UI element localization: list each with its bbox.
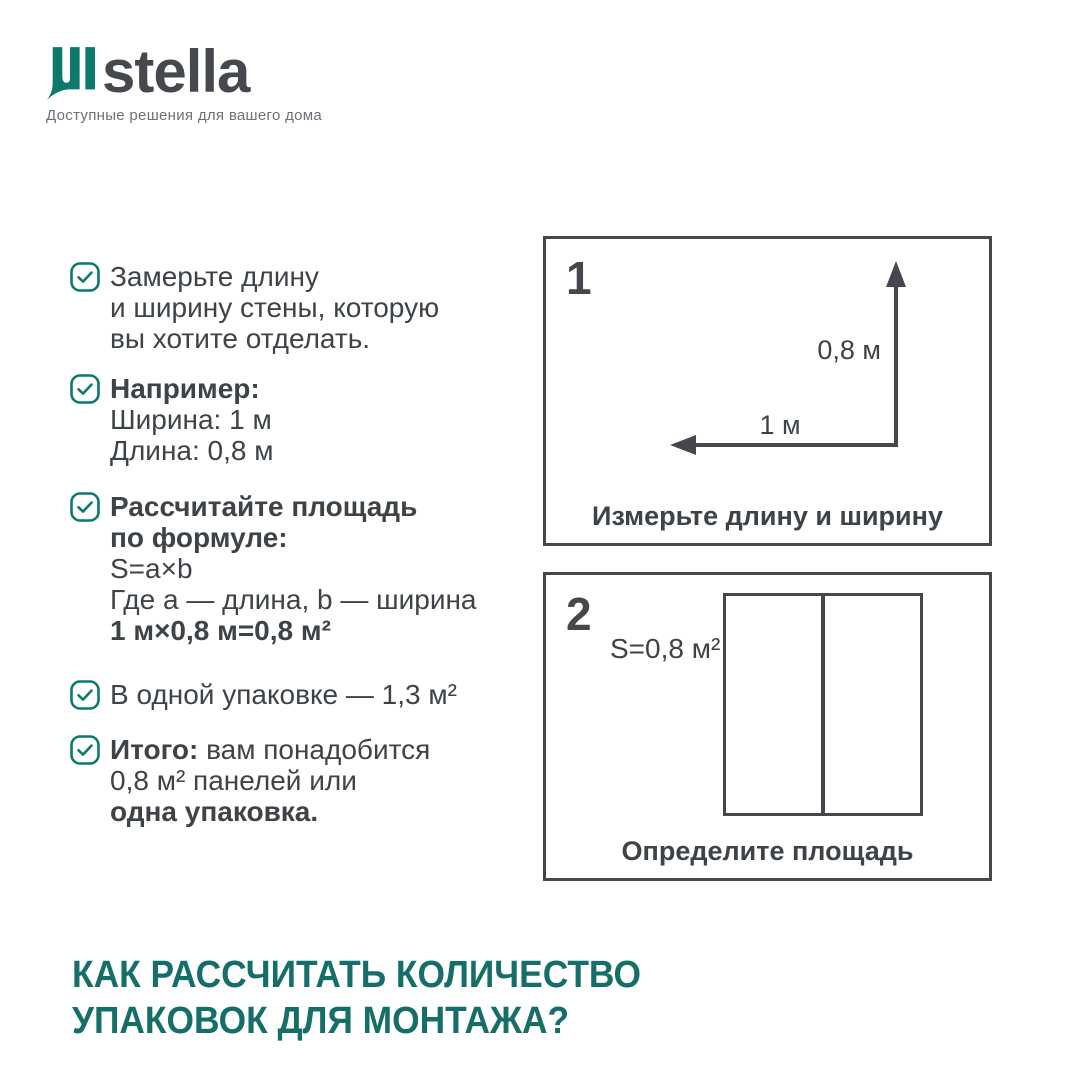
text-line: Длина: 0,8 м bbox=[110, 435, 274, 466]
checklist-item-text bbox=[110, 734, 430, 827]
checklist-item-measure bbox=[70, 261, 439, 354]
area-label: S=0,8 м² bbox=[610, 633, 721, 664]
text-line-bold: Рассчитайте площадь bbox=[110, 491, 418, 522]
step-1-number: 1 bbox=[566, 252, 592, 304]
checkmark-icon bbox=[70, 262, 100, 297]
step-box-2 bbox=[543, 572, 992, 881]
checkmark-icon bbox=[70, 735, 100, 770]
text-line-mixed bbox=[110, 734, 430, 765]
checklist-item-package bbox=[70, 679, 457, 715]
stella-logo-icon bbox=[45, 46, 95, 109]
text-line: Замерьте длину bbox=[110, 261, 319, 292]
text-line: и ширину стены, которую bbox=[110, 292, 440, 323]
text-line-bold: по формуле: bbox=[110, 522, 288, 553]
checklist-item-text bbox=[110, 261, 439, 354]
brand-tagline: Доступные решения для вашего дома bbox=[46, 107, 323, 124]
text-line: 0,8 м² панелей или bbox=[110, 765, 357, 796]
page-title-line-2: УПАКОВОК ДЛЯ МОНТАЖА? bbox=[72, 1000, 570, 1042]
total-rest: вам понадобится bbox=[198, 734, 431, 765]
height-dimension-label: 0,8 м bbox=[817, 335, 881, 365]
wall-panels-icon bbox=[723, 593, 923, 816]
checkmark-icon bbox=[70, 492, 100, 527]
formula-result-line: 1 м×0,8 м=0,8 м² bbox=[110, 615, 331, 646]
checkmark-icon bbox=[70, 680, 100, 715]
text-line-bold: Например: bbox=[110, 373, 260, 404]
checklist-item-text bbox=[110, 679, 457, 710]
panel-divider bbox=[821, 596, 825, 813]
brand-wordmark: stella bbox=[102, 38, 250, 105]
text-line: вы хотите отделать. bbox=[110, 323, 371, 354]
checklist-item-total bbox=[70, 734, 430, 827]
page-title bbox=[72, 952, 641, 1044]
width-dimension-label: 1 м bbox=[759, 410, 801, 440]
step-2-caption: Определите площадь bbox=[621, 836, 914, 866]
text-line-bold: одна упаковка. bbox=[110, 796, 319, 827]
checklist-item-example bbox=[70, 373, 274, 466]
step-2-number: 2 bbox=[566, 588, 592, 640]
checkmark-icon bbox=[70, 374, 100, 409]
page-title-line-1: КАК РАССЧИТАТЬ КОЛИЧЕСТВО bbox=[72, 954, 642, 996]
text-line: В одной упаковке — 1,3 м² bbox=[110, 679, 457, 710]
text-line: Где a — длина, b — ширина bbox=[110, 584, 477, 615]
checklist-item-text bbox=[110, 491, 477, 646]
total-label: Итого: bbox=[110, 734, 199, 765]
step-box-1 bbox=[543, 236, 992, 546]
text-line: Ширина: 1 м bbox=[110, 404, 272, 435]
checklist-item-text bbox=[110, 373, 274, 466]
checklist-item-formula bbox=[70, 491, 477, 646]
formula-line: S=a×b bbox=[110, 553, 193, 584]
dimension-arrows-icon bbox=[546, 239, 989, 543]
step-1-caption: Измерьте длину и ширину bbox=[592, 501, 943, 531]
